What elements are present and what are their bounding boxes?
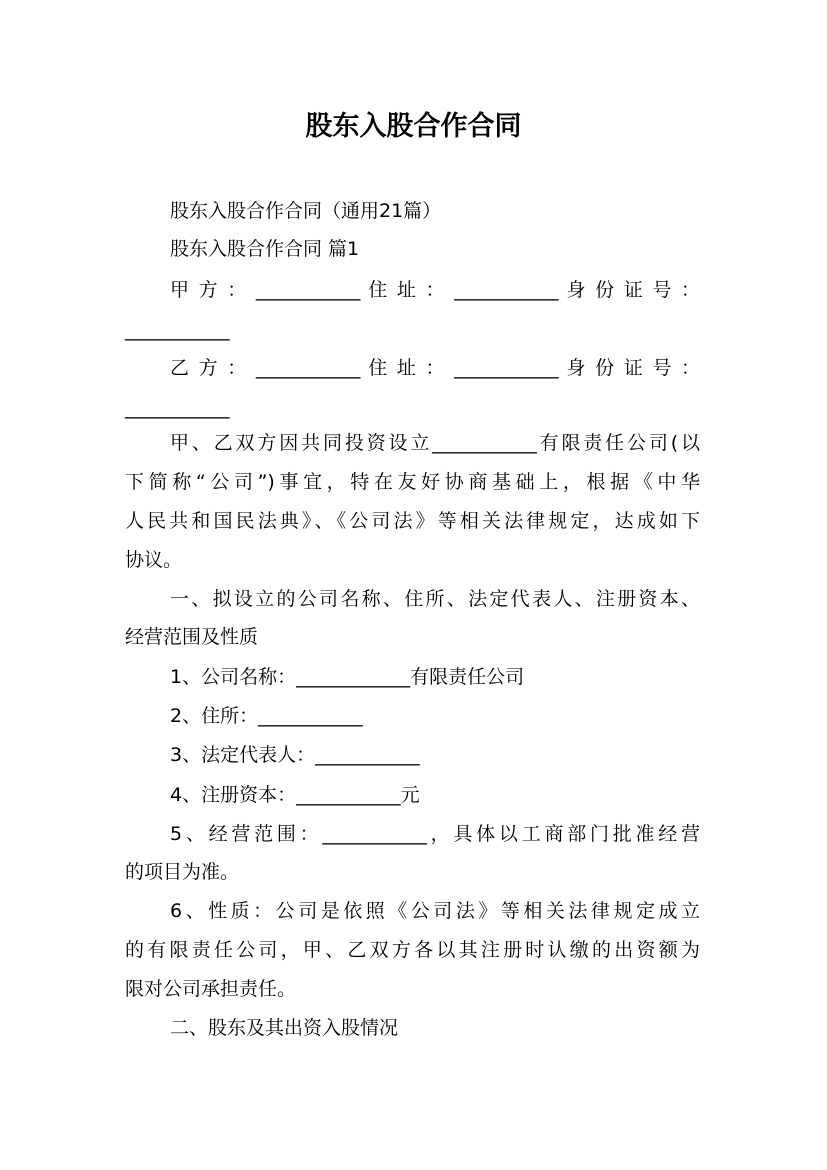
- document-line: 5、经营范围：___________，具体以工商部门批准经营: [170, 823, 700, 845]
- document-line: 2、住所：___________: [170, 705, 363, 727]
- document-line: 下简称“公司”)事宜，特在友好协商基础上，根据《中华: [125, 471, 700, 493]
- document-line: 协议。: [125, 549, 183, 571]
- document-line: 乙 方 ： ___________ 住 址 ： ___________ 身 份 证 号 ：: [170, 357, 700, 379]
- document-line: 限对公司承担责任。: [125, 978, 297, 1000]
- document-line: 6、性质：公司是依照《公司法》等相关法律规定成立: [170, 900, 700, 922]
- document-line: ___________: [125, 319, 230, 341]
- document-line: 股东入股合作合同（通用21篇）: [170, 200, 442, 222]
- document-line: 二、股东及其出资入股情况: [170, 1017, 399, 1039]
- document-line: 的有限责任公司，甲、乙双方各以其注册时认缴的出资额为: [125, 939, 700, 961]
- document-line: 经营范围及性质: [125, 626, 259, 648]
- document-line: 人民共和国民法典》、《公司法》等相关法律规定，达成如下: [125, 510, 700, 532]
- document-title: 股东入股合作合同: [305, 111, 522, 142]
- document-line: 股东入股合作合同 篇1: [170, 238, 360, 260]
- document-line: 甲、乙双方因共同投资设立___________有限责任公司(以: [170, 432, 700, 454]
- document-line: ___________: [125, 397, 230, 419]
- document-line: 3、法定代表人：___________: [170, 744, 420, 766]
- document-line: 4、注册资本：___________元: [170, 784, 420, 806]
- document-line: 甲 方 ： ___________ 住 址 ： ___________ 身 份 证 号 ：: [170, 279, 700, 301]
- document-line: 一、拟设立的公司名称、住所、法定代表人、注册资本、: [170, 588, 700, 610]
- document-line: 1、公司名称：____________有限责任公司: [170, 666, 525, 688]
- document-line: 的项目为准。: [125, 861, 240, 883]
